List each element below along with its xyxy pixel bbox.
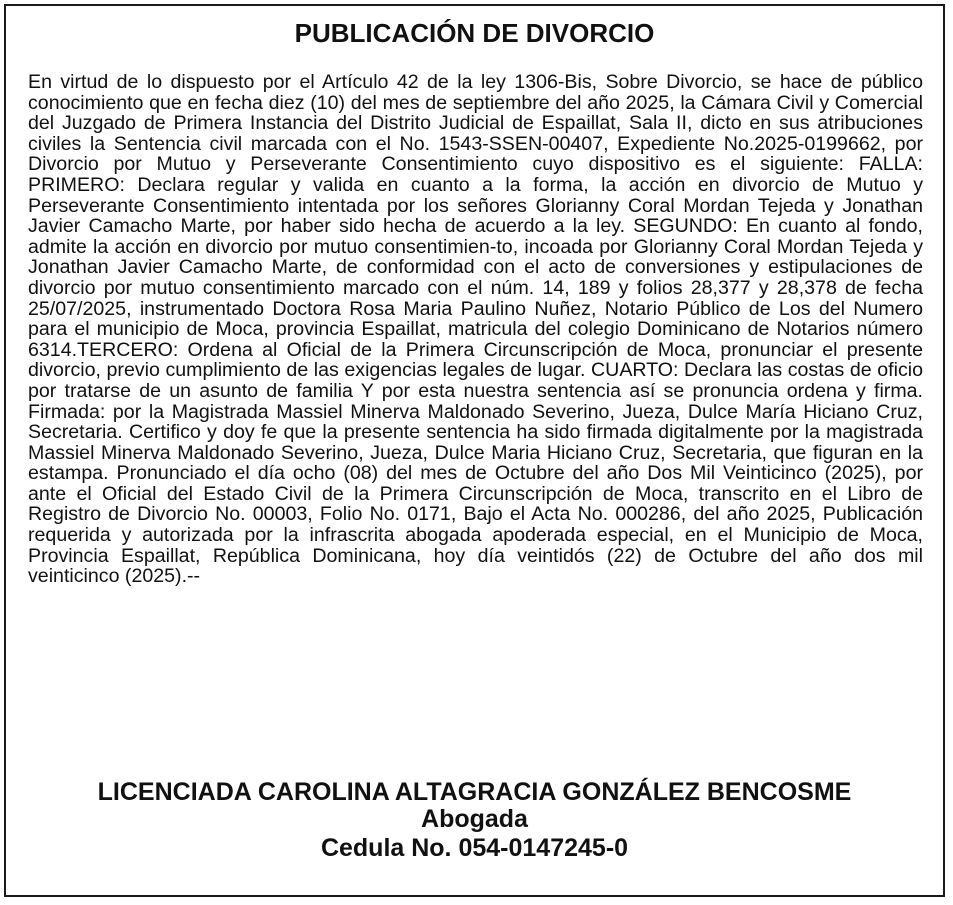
notice-body: En virtud de lo dispuesto por el Artículo 42 de la ley 1306-Bis, Sobre Divorcio, se hace de público conocimiento que en fecha diez (10) del mes de septiembre del año 2025, la Cámara Civil y Comercial del Juzgado de Primera Instancia del Distrito Judicial de Espaillat, Sala II, dicto en sus atribuciones civiles la Sentencia civil marcada con el No. 1543-SSEN-00407, Expediente No.2025-0199662, por Divorcio por Mutuo y Perseverante Consentimiento cuyo dispositivo es el siguiente: FALLA: PRIMERO: Declara regular y valida en cuanto a la forma, la acción en divorcio de Mutuo y Perseverante Consentimiento intentada por los señores Glorianny Coral Mordan Tejeda y Jonathan Javier Camacho Marte, por haber sido hecha de acuerdo a la ley. SEGUNDO: En cuanto al fondo, admite la acción en divorcio por mutuo consentimien-to, incoada por Glorianny Coral Mordan Tejeda y Jonathan Javier Camacho Marte, de conformidad con el acto de conversiones y estipulaciones de divorcio por mutuo consentimiento marcado con el núm. 14, 189 y folios 28,377 y 28,378 de fecha 25/07/2025, instrumentado Doctora Rosa Maria Paulino Nuñez, Notario Público de Los del Numero para el municipio de Moca, provincia Espaillat, matricula del colegio Dominicano de Notarios número 6314.TERCERO: Ordena al Oficial de la Primera Circunscripción de Moca, pronunciar el presente divorcio, previo cumplimiento de las exigencias legales de lugar. CUARTO: Declara las costas de oficio por tratarse de un asunto de familia Y por esta nuestra sentencia así se pronuncia ordena y firma. Firmada: por la Magistrada Massiel Minerva Maldonado Severino, Jueza, Dulce María Hiciano Cruz, Secretaria. Certifico y doy fe que la presente sentencia ha sido firmada digitalmente por la magistrada Massiel Minerva Maldonado Severino, Jueza, Dulce Maria Hiciano Cruz, Secretaria, que figuran en la estampa. Pronunciado el día ocho (08) del mes de Octubre del año Dos Mil Veinticinco (2025), por ante el Oficial del Estado Civil de la Primera Circunscripción de Moca, transcrito en el Libro de Registro de Divorcio No. 00003, Folio No. 0171, Bajo el Acta No. 000286, del año 2025, Publicación requerida y autorizada por la infrascrita abogada apoderada especial, en el Municipio de Moca, Provincia Espaillat, República Dominicana, hoy día veintidós (22) de Octubre del año dos mil veinticinco (2025).-- <box>28 71 923 588</box>
signature-name: LICENCIADA CAROLINA ALTAGRACIA GONZÁLEZ BENCOSME <box>97 778 852 806</box>
notice-frame <box>4 4 945 897</box>
signature-role: Abogada <box>421 805 528 833</box>
notice-title: PUBLICACIÓN DE DIVORCIO <box>294 18 655 48</box>
signature-id: Cedula No. 054-0147245-0 <box>320 834 629 862</box>
